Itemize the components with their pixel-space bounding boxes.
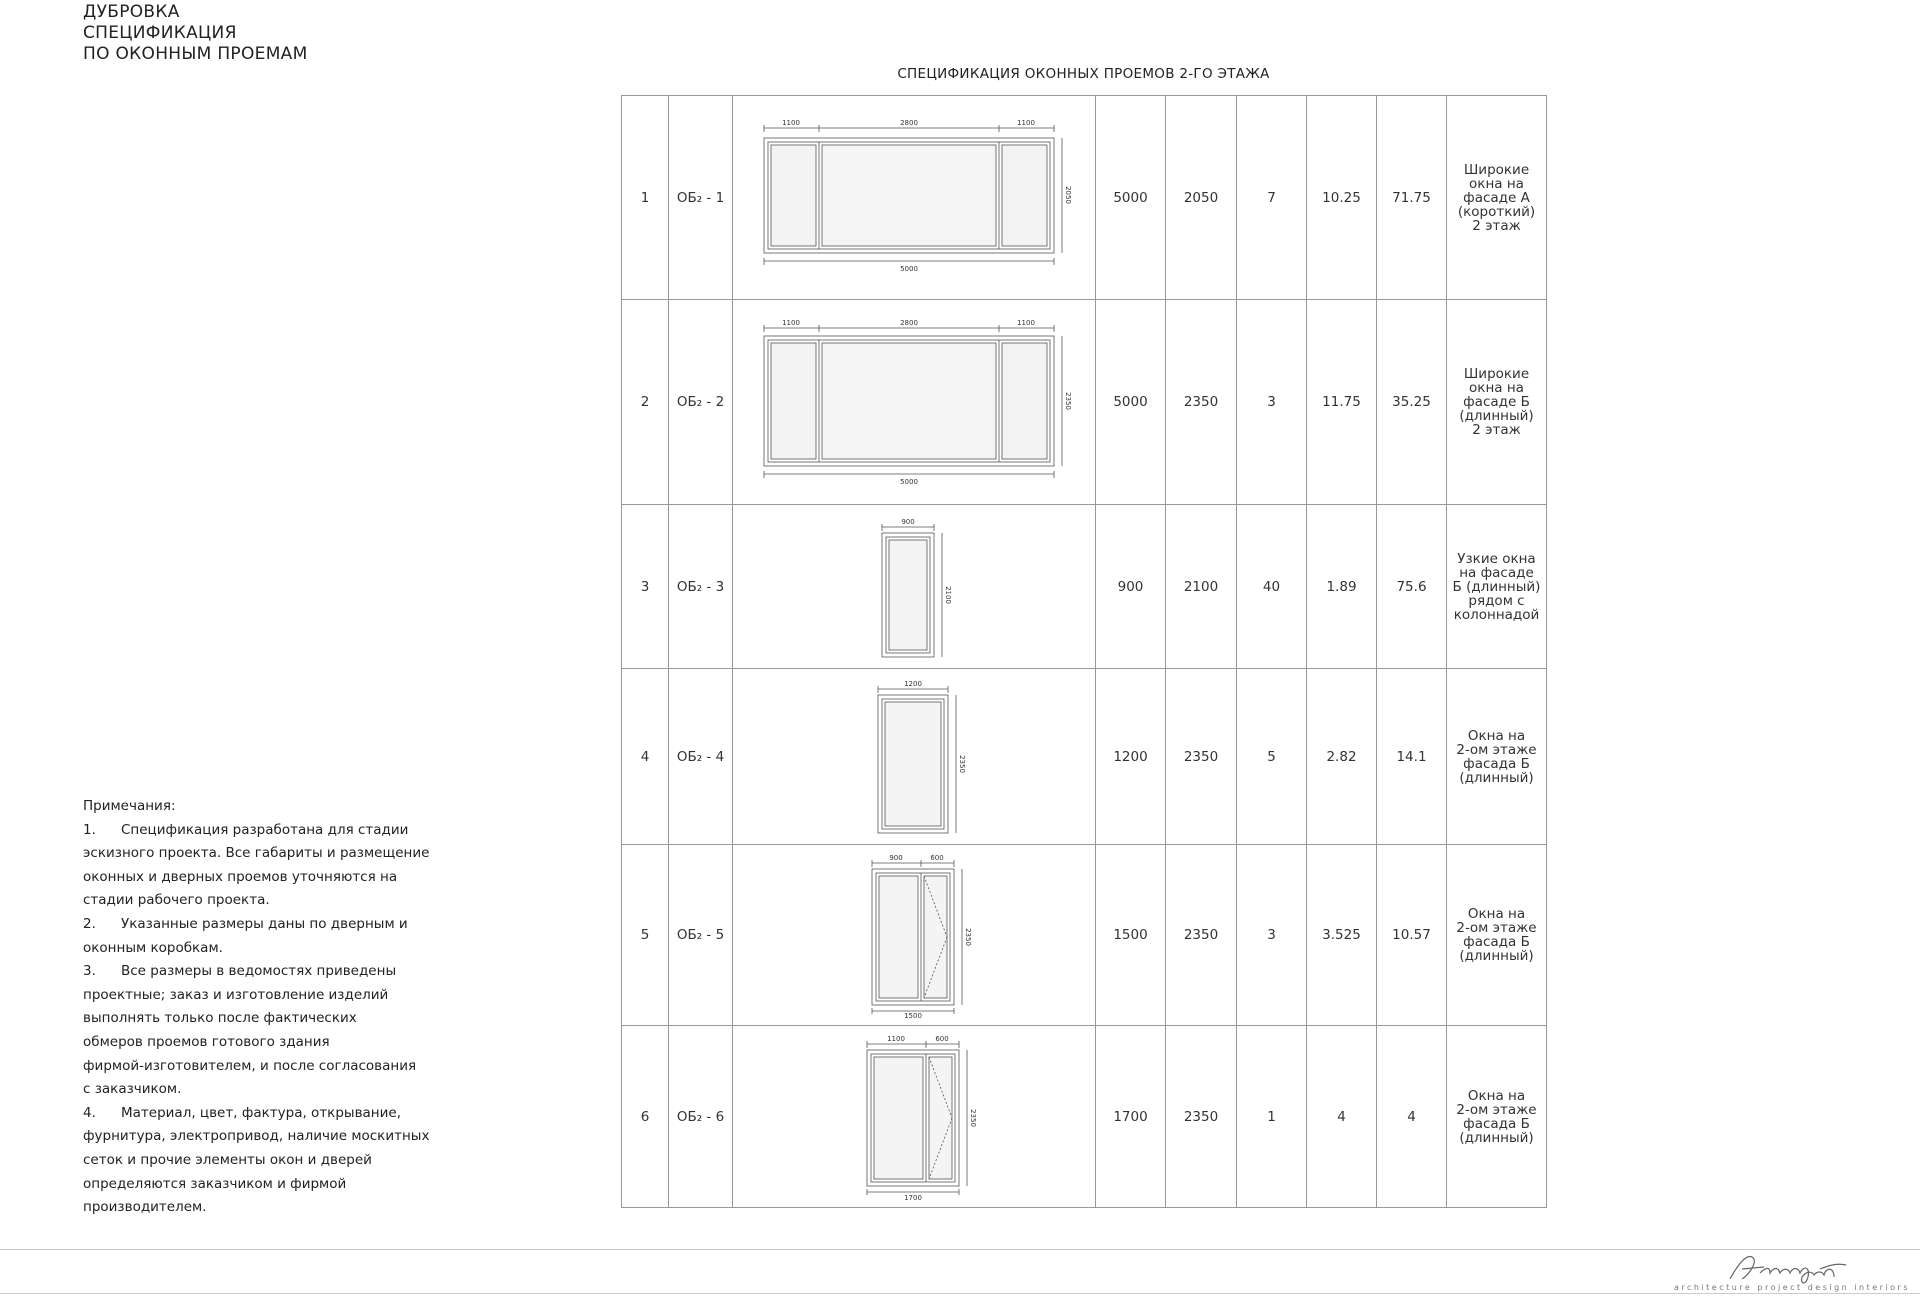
width-cell: 900 bbox=[1096, 505, 1166, 669]
table-row bbox=[622, 845, 1547, 1026]
svg-text:1500: 1500 bbox=[904, 1011, 922, 1020]
document-header bbox=[83, 2, 308, 65]
table-row bbox=[622, 505, 1547, 669]
header-line-3: ПО ОКОННЫМ ПРОЕМАМ bbox=[83, 44, 308, 64]
window-drawing bbox=[733, 505, 1096, 669]
note-line: оконным коробкам. bbox=[83, 939, 223, 956]
svg-text:1100: 1100 bbox=[887, 1034, 905, 1043]
svg-text:900: 900 bbox=[889, 853, 903, 862]
notes-section bbox=[83, 795, 503, 1220]
total-area-cell: 4 bbox=[1377, 1026, 1447, 1208]
company-logo bbox=[1673, 1251, 1910, 1297]
row-number: 4 bbox=[622, 669, 669, 845]
svg-text:5000: 5000 bbox=[900, 264, 918, 273]
description-cell: Окна на 2-ом этаже фасада Б (длинный) bbox=[1447, 845, 1547, 1026]
height-cell: 2350 bbox=[1166, 845, 1237, 1026]
window-elevation-drawing bbox=[754, 118, 1074, 278]
note-line: выполнять только после фактических bbox=[83, 1010, 357, 1027]
table-row bbox=[622, 96, 1547, 300]
svg-text:2800: 2800 bbox=[900, 319, 918, 327]
description-cell: Широкие окна на фасаде Б (длинный) 2 этаж bbox=[1447, 300, 1547, 505]
window-drawing bbox=[733, 669, 1096, 845]
window-drawing bbox=[733, 1026, 1096, 1208]
qty-cell: 7 bbox=[1237, 96, 1307, 300]
svg-text:600: 600 bbox=[930, 853, 944, 862]
area-cell: 10.25 bbox=[1307, 96, 1377, 300]
note-line: с заказчиком. bbox=[83, 1081, 182, 1098]
height-cell: 2350 bbox=[1166, 1026, 1237, 1208]
row-number: 5 bbox=[622, 845, 669, 1026]
svg-text:2800: 2800 bbox=[900, 118, 918, 127]
area-cell: 3.525 bbox=[1307, 845, 1377, 1026]
logo-tagline: architecture project design interiors bbox=[1673, 1283, 1910, 1292]
svg-text:1100: 1100 bbox=[1017, 319, 1035, 327]
footer-divider bbox=[0, 1249, 1920, 1250]
width-cell: 1200 bbox=[1096, 669, 1166, 845]
svg-text:1200: 1200 bbox=[904, 679, 922, 688]
window-mark: ОБ₂ - 3 bbox=[669, 505, 733, 669]
svg-text:5000: 5000 bbox=[900, 478, 918, 486]
window-elevation-drawing bbox=[874, 517, 954, 657]
svg-text:2350: 2350 bbox=[958, 754, 966, 773]
width-cell: 5000 bbox=[1096, 96, 1166, 300]
svg-text:2100: 2100 bbox=[944, 585, 952, 604]
window-elevation-drawing bbox=[754, 318, 1074, 486]
svg-text:1100: 1100 bbox=[782, 319, 800, 327]
height-cell: 2350 bbox=[1166, 300, 1237, 505]
window-mark: ОБ₂ - 5 bbox=[669, 845, 733, 1026]
description-cell: Широкие окна на фасаде А (короткий) 2 этаж bbox=[1447, 96, 1547, 300]
window-drawing bbox=[733, 300, 1096, 505]
total-area-cell: 14.1 bbox=[1377, 669, 1447, 845]
window-mark: ОБ₂ - 1 bbox=[669, 96, 733, 300]
qty-cell: 5 bbox=[1237, 669, 1307, 845]
svg-text:1100: 1100 bbox=[782, 118, 800, 127]
area-cell: 1.89 bbox=[1307, 505, 1377, 669]
height-cell: 2350 bbox=[1166, 669, 1237, 845]
window-elevation-drawing bbox=[864, 679, 964, 835]
note-line: определяются заказчиком и фирмой bbox=[83, 1175, 347, 1192]
svg-text:600: 600 bbox=[935, 1034, 949, 1043]
table-row bbox=[622, 669, 1547, 845]
svg-text:2050: 2050 bbox=[1064, 185, 1072, 204]
window-elevation-drawing bbox=[854, 853, 974, 1018]
description-cell: Окна на 2-ом этаже фасада Б (длинный) bbox=[1447, 1026, 1547, 1208]
window-mark: ОБ₂ - 6 bbox=[669, 1026, 733, 1208]
svg-text:2350: 2350 bbox=[1064, 392, 1072, 410]
logo-signature-icon bbox=[1720, 1251, 1870, 1285]
notes-title: Примечания: bbox=[83, 798, 176, 814]
note-line: эскизного проекта. Все габариты и размещение bbox=[83, 845, 430, 862]
row-number: 2 bbox=[622, 300, 669, 505]
area-cell: 4 bbox=[1307, 1026, 1377, 1208]
qty-cell: 1 bbox=[1237, 1026, 1307, 1208]
window-drawing bbox=[733, 845, 1096, 1026]
window-mark: ОБ₂ - 2 bbox=[669, 300, 733, 505]
svg-text:900: 900 bbox=[901, 517, 915, 526]
width-cell: 1500 bbox=[1096, 845, 1166, 1026]
spec-table bbox=[621, 95, 1547, 1208]
row-number: 3 bbox=[622, 505, 669, 669]
note-line: стадии рабочего проекта. bbox=[83, 892, 270, 909]
header-line-2: СПЕЦИФИКАЦИЯ bbox=[83, 23, 237, 43]
total-area-cell: 10.57 bbox=[1377, 845, 1447, 1026]
table-row bbox=[622, 300, 1547, 505]
note-line: 2. Указанные размеры даны по дверным и bbox=[83, 915, 408, 932]
qty-cell: 40 bbox=[1237, 505, 1307, 669]
svg-text:1100: 1100 bbox=[1017, 118, 1035, 127]
note-line: проектные; заказ и изготовление изделий bbox=[83, 986, 389, 1003]
height-cell: 2050 bbox=[1166, 96, 1237, 300]
total-area-cell: 35.25 bbox=[1377, 300, 1447, 505]
window-drawing bbox=[733, 96, 1096, 300]
header-line-1: ДУБРОВКА bbox=[83, 2, 180, 22]
note-line: производителем. bbox=[83, 1199, 207, 1216]
note-line: 4. Материал, цвет, фактура, открывание, bbox=[83, 1104, 401, 1121]
row-number: 6 bbox=[622, 1026, 669, 1208]
description-cell: Окна на 2-ом этаже фасада Б (длинный) bbox=[1447, 669, 1547, 845]
height-cell: 2100 bbox=[1166, 505, 1237, 669]
qty-cell: 3 bbox=[1237, 845, 1307, 1026]
note-line: фирмой-изготовителем, и после согласования bbox=[83, 1057, 417, 1074]
total-area-cell: 75.6 bbox=[1377, 505, 1447, 669]
total-area-cell: 71.75 bbox=[1377, 96, 1447, 300]
width-cell: 1700 bbox=[1096, 1026, 1166, 1208]
area-cell: 11.75 bbox=[1307, 300, 1377, 505]
window-mark: ОБ₂ - 4 bbox=[669, 669, 733, 845]
window-elevation-drawing bbox=[849, 1034, 979, 1200]
svg-text:1700: 1700 bbox=[904, 1193, 922, 1202]
row-number: 1 bbox=[622, 96, 669, 300]
qty-cell: 3 bbox=[1237, 300, 1307, 505]
table-title: СПЕЦИФИКАЦИЯ ОКОННЫХ ПРОЕМОВ 2-ГО ЭТАЖА bbox=[897, 66, 1270, 82]
table-row bbox=[622, 1026, 1547, 1208]
note-line: оконных и дверных проемов уточняются на bbox=[83, 868, 398, 885]
svg-text:2350: 2350 bbox=[969, 1108, 977, 1127]
area-cell: 2.82 bbox=[1307, 669, 1377, 845]
footer-divider-bottom bbox=[0, 1293, 1920, 1294]
note-line: 1. Спецификация разработана для стадии bbox=[83, 821, 409, 838]
svg-text:2350: 2350 bbox=[964, 927, 972, 946]
note-line: сеток и прочие элементы окон и дверей bbox=[83, 1151, 372, 1168]
note-line: 3. Все размеры в ведомостях приведены bbox=[83, 963, 397, 980]
note-line: обмеров проемов готового здания bbox=[83, 1033, 330, 1050]
width-cell: 5000 bbox=[1096, 300, 1166, 505]
description-cell: Узкие окна на фасаде Б (длинный) рядом с колоннадой bbox=[1447, 505, 1547, 669]
note-line: фурнитура, электропривод, наличие москитных bbox=[83, 1128, 430, 1145]
